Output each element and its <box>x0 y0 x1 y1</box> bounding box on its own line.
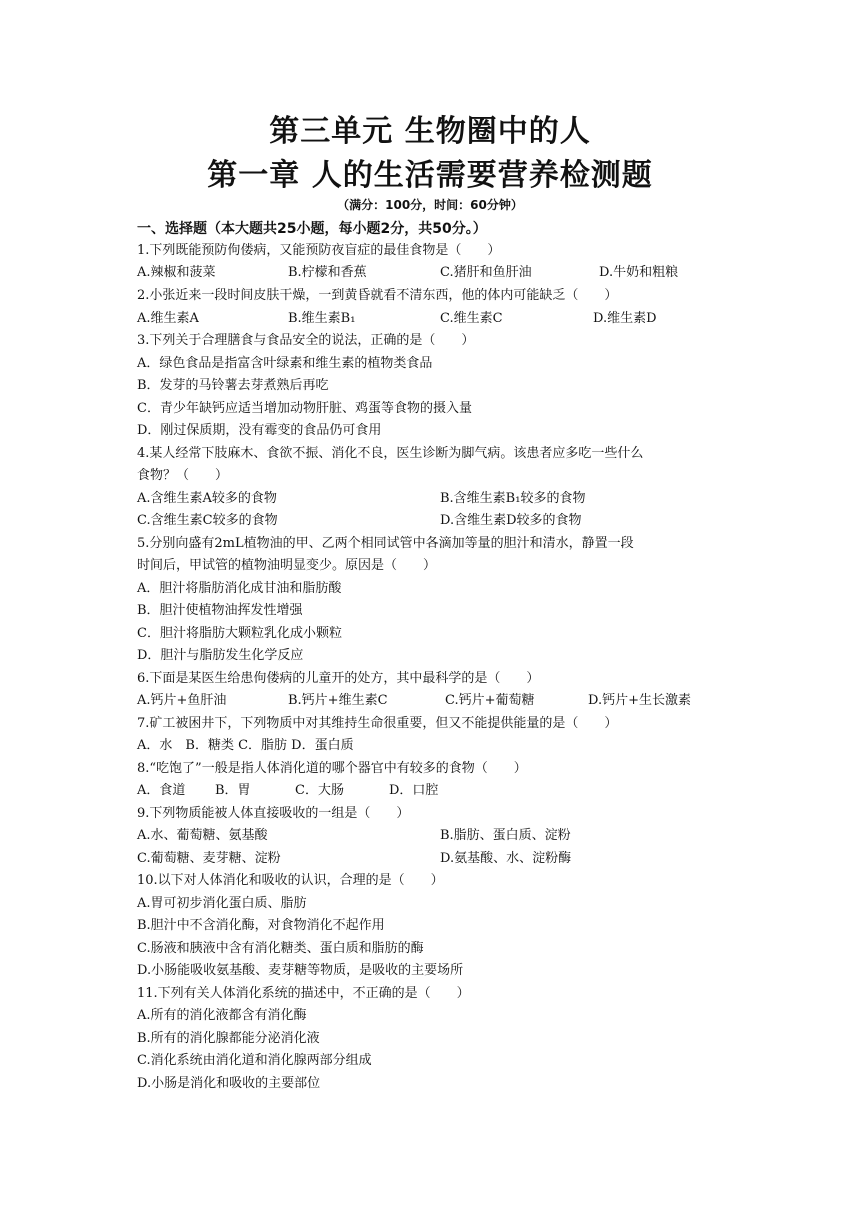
option-a: A．食道 <box>137 783 186 798</box>
option-d: D.氨基酸、水、淀粉酶 <box>440 851 572 866</box>
question-6-options <box>137 692 737 710</box>
option-c: C.葡萄糖、麦芽糖、淀粉 <box>137 851 281 866</box>
section-heading: 一、选择题（本大题共25小题，每小题2分，共50分。） <box>137 221 487 237</box>
question-5-stem-line1: 5.分别向盛有2mL植物油的甲、乙两个相同试管中各滴加等量的胆汁和清水，静置一段 <box>137 536 634 551</box>
option-b: B.维生素B₁ <box>288 311 356 326</box>
question-4-options-row2 <box>137 512 737 530</box>
question-7-options: A．水 B．糖类 C．脂肪 D．蛋白质 <box>137 738 354 753</box>
question-4-stem-line1: 4.某人经常下肢麻木、食欲不振、消化不良，医生诊断为脚气病。该患者应多吃一些什么 <box>137 446 644 461</box>
option-d: D.小肠是消化和吸收的主要部位 <box>137 1076 321 1091</box>
option-b: B.胆汁中不含消化酶，对食物消化不起作用 <box>137 918 385 933</box>
question-5-stem-line2: 时间后，甲试管的植物油明显变少。原因是（ ） <box>137 558 437 573</box>
option-b: B．胆汁使植物油挥发性增强 <box>137 603 303 618</box>
option-c: C．大肠 <box>295 783 344 798</box>
option-d: D.牛奶和粗粮 <box>599 265 679 280</box>
option-a: A.胃可初步消化蛋白质、脂肪 <box>137 896 307 911</box>
option-d: D.含维生素D较多的食物 <box>440 513 582 528</box>
option-a: A.维生素A <box>137 311 199 326</box>
option-b: B．发芽的马铃薯去芽煮熟后再吃 <box>137 378 329 393</box>
option-b: B．胃 <box>215 783 251 798</box>
option-a: A.水、葡萄糖、氨基酸 <box>137 828 268 843</box>
question-3-stem: 3.下列关于合理膳食与食品安全的说法，正确的是（ ） <box>137 333 475 348</box>
question-6-stem: 6.下面是某医生给患佝偻病的儿童开的处方，其中最科学的是（ ） <box>137 671 540 686</box>
chapter-title: 第一章 人的生活需要营养检测题 <box>207 158 653 193</box>
question-1-stem: 1.下列既能预防佝偻病，又能预防夜盲症的最佳食物是（ ） <box>137 243 501 258</box>
question-11-stem: 11.下列有关人体消化系统的描述中，不正确的是（ ） <box>137 986 470 1001</box>
option-d: D.小肠能吸收氨基酸、麦芽糖等物质，是吸收的主要场所 <box>137 963 464 978</box>
question-9-options-row1 <box>137 827 737 845</box>
option-c: C.消化系统由消化道和消化腺两部分组成 <box>137 1053 372 1068</box>
option-b: B.钙片+维生素C <box>288 693 388 708</box>
option-a: A.含维生素A较多的食物 <box>137 491 277 506</box>
question-4-stem-line2: 食物？（ ） <box>137 468 229 483</box>
question-7-stem: 7.矿工被困井下，下列物质中对其维持生命很重要，但又不能提供能量的是（ ） <box>137 716 618 731</box>
question-9-stem: 9.下列物质能被人体直接吸收的一组是（ ） <box>137 806 410 821</box>
option-d: D．刚过保质期，没有霉变的食品仍可食用 <box>137 423 382 438</box>
option-c: C.肠液和胰液中含有消化糖类、蛋白质和脂肪的酶 <box>137 941 424 956</box>
option-d: D．胆汁与脂肪发生化学反应 <box>137 648 304 663</box>
option-c: C．胆汁将脂肪大颗粒乳化成小颗粒 <box>137 626 342 641</box>
question-1-options <box>137 264 737 282</box>
option-a: A．胆汁将脂肪消化成甘油和脂肪酸 <box>137 581 342 596</box>
option-b: B.脂肪、蛋白质、淀粉 <box>440 828 571 843</box>
option-d: D.维生素D <box>593 311 657 326</box>
unit-title: 第三单元 生物圈中的人 <box>269 114 591 149</box>
option-d: D.钙片+生长激素 <box>588 693 691 708</box>
option-c: C．青少年缺钙应适当增加动物肝脏、鸡蛋等食物的摄入量 <box>137 401 472 416</box>
option-a: A．绿色食品是指富含叶绿素和维生素的植物类食品 <box>137 356 433 371</box>
question-2-stem: 2.小张近来一段时间皮肤干燥，一到黄昏就看不清东西，他的体内可能缺乏（ ） <box>137 288 618 303</box>
option-c: C.维生素C <box>440 311 503 326</box>
option-b: B.含维生素B₁较多的食物 <box>440 491 586 506</box>
option-a: A.辣椒和菠菜 <box>137 265 216 280</box>
option-b: B.所有的消化腺都能分泌消化液 <box>137 1031 320 1046</box>
option-c: C.猪肝和鱼肝油 <box>440 265 532 280</box>
option-c: C.钙片+葡萄糖 <box>445 693 535 708</box>
question-2-options <box>137 310 737 328</box>
question-4-options-row1 <box>137 490 737 508</box>
score-time-note: （满分：100分，时间：60分钟） <box>337 198 523 212</box>
question-8-stem: 8.“吃饱了”一般是指人体消化道的哪个器官中有较多的食物（ ） <box>137 761 527 776</box>
question-10-stem: 10.以下对人体消化和吸收的认识，合理的是（ ） <box>137 873 444 888</box>
question-8-options <box>137 782 737 800</box>
option-a: A.所有的消化液都含有消化酶 <box>137 1008 307 1023</box>
option-d: D．口腔 <box>389 783 439 798</box>
option-a: A.钙片+鱼肝油 <box>137 693 227 708</box>
question-9-options-row2 <box>137 850 737 868</box>
option-c: C.含维生素C较多的食物 <box>137 513 278 528</box>
option-b: B.柠檬和香蕉 <box>288 265 367 280</box>
